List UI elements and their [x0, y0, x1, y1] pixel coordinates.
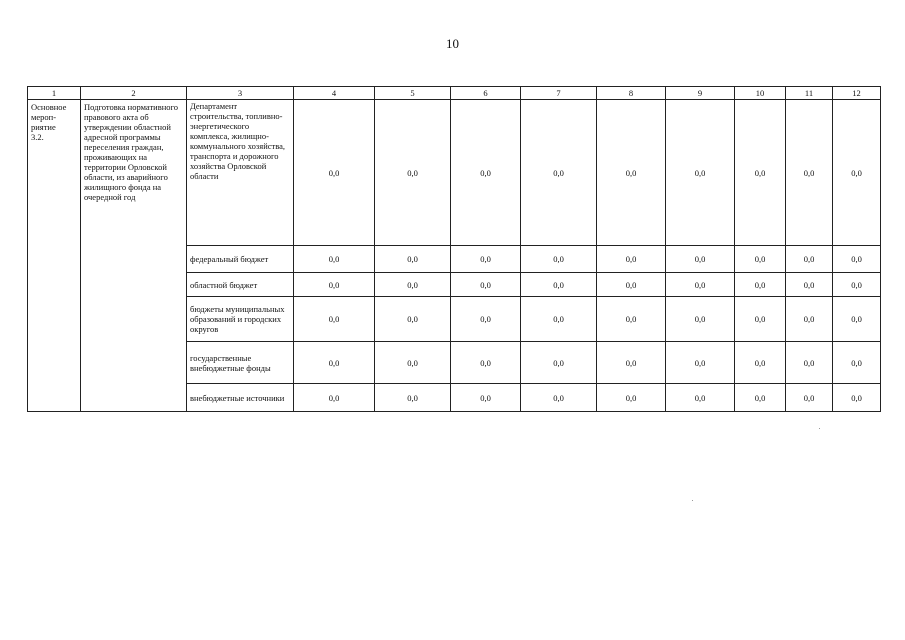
column-number: 7 — [521, 87, 597, 100]
source-cell: государственные внебюджетные фонды — [187, 342, 294, 384]
column-number: 5 — [375, 87, 451, 100]
source-cell: Департамент строительства, топливно-энергетического комплекса, жилищно-коммунального хозяйства, транспорта и дорожного хозяйства Орловской области — [187, 100, 294, 246]
value-cell: 0,0 — [521, 246, 597, 273]
column-number: 2 — [81, 87, 187, 100]
value-cell: 0,0 — [375, 273, 451, 297]
value-cell: 0,0 — [451, 384, 521, 412]
value-cell: 0,0 — [521, 273, 597, 297]
value-cell: 0,0 — [786, 384, 833, 412]
measure-cell — [28, 100, 81, 412]
column-number: 4 — [294, 87, 375, 100]
source-cell: областной бюджет — [187, 273, 294, 297]
measure-line: мероп- — [31, 112, 57, 122]
value-cell: 0,0 — [786, 297, 833, 342]
value-cell: 0,0 — [451, 246, 521, 273]
measure-line: Основное — [31, 102, 67, 112]
value-cell: 0,0 — [833, 100, 881, 246]
value-cell: 0,0 — [735, 342, 786, 384]
value-cell: 0,0 — [375, 384, 451, 412]
column-number: 12 — [833, 87, 881, 100]
value-cell: 0,0 — [451, 273, 521, 297]
scan-speck — [692, 500, 693, 501]
value-cell: 0,0 — [833, 297, 881, 342]
value-cell: 0,0 — [666, 273, 735, 297]
value-cell: 0,0 — [735, 246, 786, 273]
value-cell: 0,0 — [294, 246, 375, 273]
column-number: 6 — [451, 87, 521, 100]
source-cell: бюджеты муниципальных образований и городских округов — [187, 297, 294, 342]
value-cell: 0,0 — [786, 273, 833, 297]
value-cell: 0,0 — [294, 273, 375, 297]
column-number: 9 — [666, 87, 735, 100]
value-cell: 0,0 — [521, 297, 597, 342]
value-cell: 0,0 — [521, 342, 597, 384]
value-cell: 0,0 — [666, 384, 735, 412]
value-cell: 0,0 — [521, 384, 597, 412]
value-cell: 0,0 — [735, 100, 786, 246]
value-cell: 0,0 — [735, 384, 786, 412]
value-cell: 0,0 — [786, 342, 833, 384]
value-cell: 0,0 — [597, 342, 666, 384]
scan-speck — [819, 428, 820, 429]
value-cell: 0,0 — [735, 297, 786, 342]
value-cell: 0,0 — [833, 384, 881, 412]
measure-line: риятие — [31, 122, 56, 132]
value-cell: 0,0 — [786, 246, 833, 273]
value-cell: 0,0 — [375, 297, 451, 342]
value-cell: 0,0 — [666, 100, 735, 246]
value-cell: 0,0 — [786, 100, 833, 246]
measure-line: 3.2. — [31, 132, 44, 142]
value-cell: 0,0 — [833, 246, 881, 273]
source-cell: федеральный бюджет — [187, 246, 294, 273]
column-number: 11 — [786, 87, 833, 100]
value-cell: 0,0 — [294, 384, 375, 412]
source-cell: внебюджетные источники — [187, 384, 294, 412]
value-cell: 0,0 — [451, 297, 521, 342]
value-cell: 0,0 — [451, 100, 521, 246]
value-cell: 0,0 — [451, 342, 521, 384]
value-cell: 0,0 — [735, 273, 786, 297]
value-cell: 0,0 — [833, 342, 881, 384]
value-cell: 0,0 — [294, 100, 375, 246]
page-number: 10 — [446, 36, 459, 51]
budget-table — [27, 86, 881, 412]
value-cell: 0,0 — [521, 100, 597, 246]
value-cell: 0,0 — [833, 273, 881, 297]
value-cell: 0,0 — [597, 273, 666, 297]
table-row — [28, 100, 881, 246]
value-cell: 0,0 — [375, 246, 451, 273]
column-number: 8 — [597, 87, 666, 100]
value-cell: 0,0 — [375, 100, 451, 246]
value-cell: 0,0 — [294, 342, 375, 384]
header-row — [28, 87, 881, 100]
value-cell: 0,0 — [597, 297, 666, 342]
column-number: 3 — [187, 87, 294, 100]
value-cell: 0,0 — [375, 342, 451, 384]
value-cell: 0,0 — [666, 297, 735, 342]
column-number: 1 — [28, 87, 81, 100]
value-cell: 0,0 — [666, 246, 735, 273]
description-cell: Подготовка нормативного правового акта об утверждении областной адресной программы переселения граждан, проживающих на территории Орловской области, из аварийного жилищного фонда на очередной год — [81, 100, 187, 412]
value-cell: 0,0 — [666, 342, 735, 384]
value-cell: 0,0 — [597, 384, 666, 412]
column-number: 10 — [735, 87, 786, 100]
value-cell: 0,0 — [597, 246, 666, 273]
value-cell: 0,0 — [294, 297, 375, 342]
value-cell: 0,0 — [597, 100, 666, 246]
